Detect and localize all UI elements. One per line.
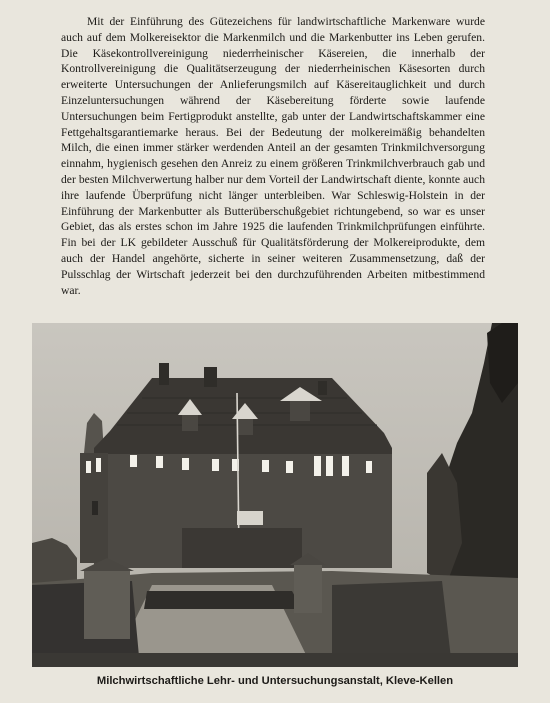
figure-caption: Milchwirtschaftliche Lehr- und Untersuchungsanstalt, Kleve-Kellen <box>96 675 454 687</box>
body-paragraph: Mit der Einführung des Gütezeichens für landwirtschaftliche Markenware wurde auch auf dem Molkereisektor die Markenmilch und die Markenbutter ins Leben gerufen. Die Käsekontrollvereinigung niederrheinischer Käsereien, die innerhalb der Kontrollvereinigung die Qualitätserzeugung der niederrheinischen Käsesorten durch erweiterte Untersuchungen der Anlieferungsmilch auf Käsereitauglichkeit und durch Einzeluntersuchungen während der Käsebereitung förderte sowie laufende Untersuchungen beim Fertigprodukt anstellte, gab unter der Landwirtschaftskammer eine Fettgehaltsgarantiemarke heraus. Bei der Bedeutung der molkereimäßig behandelten Milch, die einen immer stärker werdenden Anteil an der gesamten Trinkmilchversorgung einnahm, hygienisch gesehen den Anreiz zu einem größeren Trinkmilchverbrauch gab und der besten Milchverwertung halber nur dem Vorteil der Landwirtschaft diente, konnte auch ihre laufende Überprüfung nicht länger unterbleiben. War Schleswig-Holstein in der Einführung der Markenbutter als Butterüberschußgebiet richtungebend, so war es unser Gebiet, das als erstes schon im Jahre 1925 die laufenden Trinkmilchprüfungen einführte. Fin bei der LK gebildeter Ausschuß für Qualitätsförderung der Molkereiprodukte, dem auch der Handel angehörte, sicherte in seiner weiteren Zusammensetzung, daß der Pulsschlag der Wirtschaft jederzeit bei den durchzuführenden Arbeiten mitbestimmend war. <box>61 15 485 297</box>
building-photo-illustration <box>32 323 518 667</box>
building-photo <box>32 323 518 667</box>
